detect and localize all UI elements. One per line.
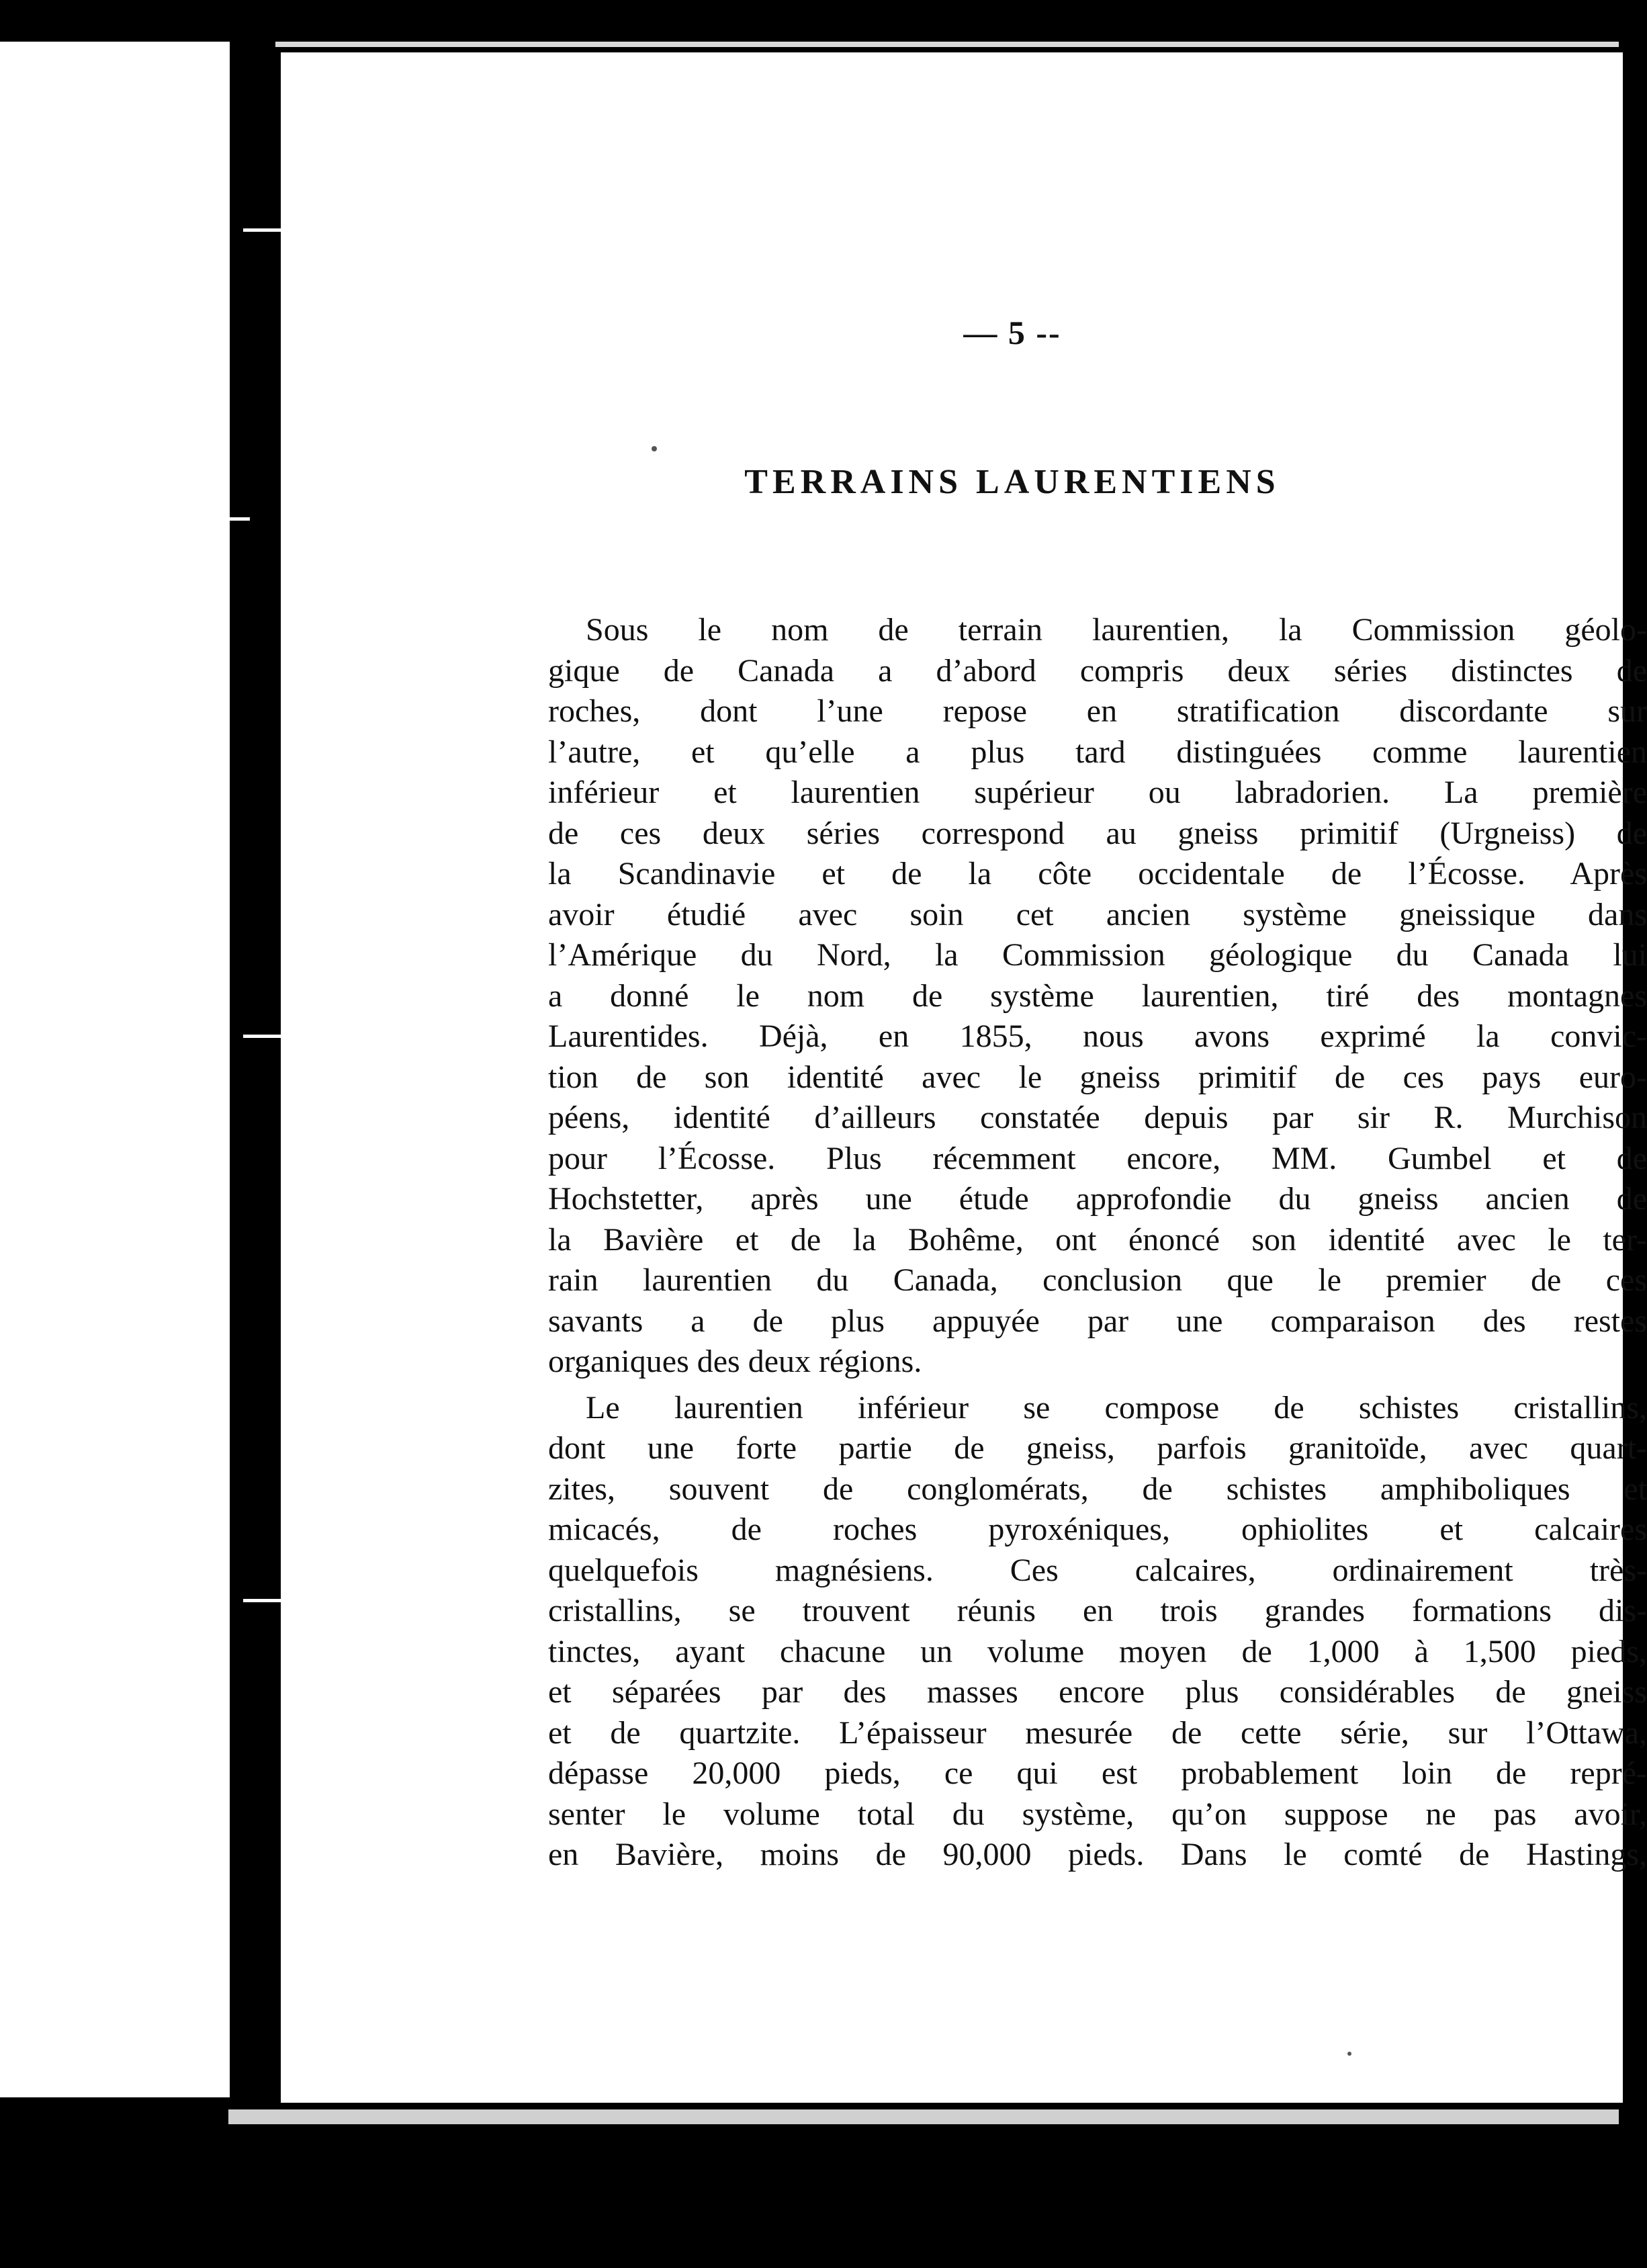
text-line: zites, souvent de conglomérats, de schistes amphiboliques et: [548, 1471, 1647, 1507]
text-line: dont une forte partie de gneiss, parfois granitoïde, avec quart-: [548, 1430, 1647, 1466]
text-line: tion de son identité avec le gneiss primitif de ces pays euro-: [548, 1059, 1647, 1095]
text-line: organiques des deux régions.: [548, 1344, 922, 1379]
text-line: savants a de plus appuyée par une comparaison des restes: [548, 1303, 1647, 1339]
text-line: pour l’Écosse. Plus récemment encore, MM. Gumbel et de: [548, 1140, 1647, 1176]
text-line: et séparées par des masses encore plus considérables de gneiss: [548, 1674, 1647, 1710]
paragraph: [548, 1388, 1647, 1876]
text-line: Le laurentien inférieur se compose de schistes cristallins,: [586, 1389, 1647, 1426]
page-edge-top: [275, 42, 1619, 47]
paragraph-gap: [548, 1383, 1647, 1388]
text-line: cristallins, se trouvent réunis en trois grandes formations dis-: [548, 1593, 1647, 1628]
text-line: a donné le nom de système laurentien, tiré des montagnes: [548, 977, 1647, 1014]
text-line: Hochstetter, après une étude approfondie du gneiss ancien de: [548, 1181, 1647, 1217]
text-line: gique de Canada a d’abord compris deux séries distinctes de: [548, 652, 1647, 689]
page-number: — 5 --: [963, 314, 1061, 351]
text-line: péens, identité d’ailleurs constatée depuis par sir R. Murchison: [548, 1100, 1647, 1135]
book-page: [281, 52, 1647, 2103]
text-line: rain laurentien du Canada, conclusion que le premier de ces: [548, 1262, 1647, 1298]
binding-stitch: [210, 517, 250, 521]
text-line: et de quartzite. L’épaisseur mesurée de cette série, sur l’Ottawa,: [548, 1714, 1647, 1751]
binding-stitch: [243, 228, 283, 232]
section-heading: TERRAINS LAURENTIENS: [744, 463, 1280, 501]
text-line: l’Amérique du Nord, la Commission géologique du Canada lui: [548, 937, 1647, 973]
text-line: inférieur et laurentien supérieur ou labradorien. La première: [548, 775, 1647, 810]
body-text: [548, 610, 1647, 1876]
text-line: quelquefois magnésiens. Ces calcaires, ordinairement très-: [548, 1552, 1647, 1588]
binding-stitch: [243, 1035, 283, 1038]
text-line: Sous le nom de terrain laurentien, la Commission géolo-: [586, 612, 1647, 648]
ink-speck: [1347, 2052, 1351, 2056]
text-line: en Bavière, moins de 90,000 pieds. Dans le comté de Hastings,: [548, 1837, 1647, 1872]
text-line: avoir étudié avec soin cet ancien système gneissique dans: [548, 896, 1647, 932]
text-line: micacés, de roches pyroxéniques, ophiolites et calcaires: [548, 1512, 1647, 1547]
text-line: Laurentides. Déjà, en 1855, nous avons exprimé la convic-: [548, 1018, 1647, 1054]
text-line: dépasse 20,000 pieds, ce qui est probablement loin de repré-: [548, 1755, 1647, 1791]
paragraph: [548, 610, 1647, 1383]
text-line: l’autre, et qu’elle a plus tard distinguées comme laurentien: [548, 734, 1647, 770]
text-line: la Bavière et de la Bohême, ont énoncé son identité avec le ter-: [548, 1221, 1647, 1258]
binding-stitch: [243, 1599, 283, 1602]
text-line: la Scandinavie et de la côte occidentale de l’Écosse. Après: [548, 856, 1647, 891]
text-line: senter le volume total du système, qu’on suppose ne pas avoir,: [548, 1796, 1647, 1832]
text-line: de ces deux séries correspond au gneiss primitif (Urgneiss) de: [548, 815, 1647, 851]
ink-speck: [652, 446, 657, 451]
text-line: roches, dont l’une repose en stratification discordante sur: [548, 693, 1647, 729]
page-edge-bottom: [228, 2109, 1619, 2124]
text-line: tinctes, ayant chacune un volume moyen de 1,000 à 1,500 pieds,: [548, 1633, 1647, 1669]
facing-page-edge: [0, 42, 234, 2097]
